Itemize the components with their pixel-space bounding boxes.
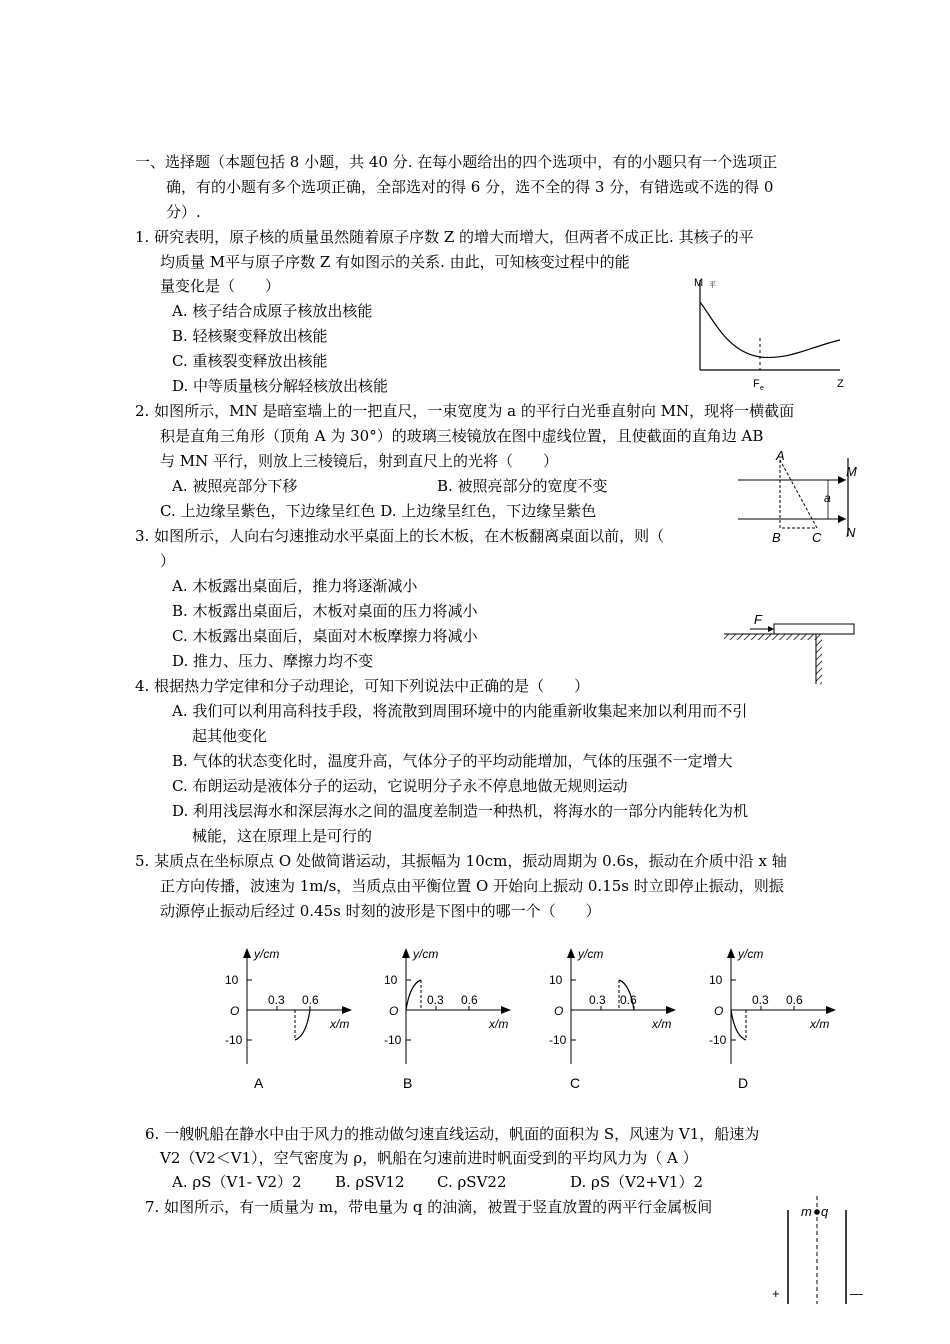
q5c-xlabel: x/m [652, 1017, 672, 1031]
q4-option-d-line-2: 械能，这在原理上是可行的 [192, 827, 373, 845]
q4-stem: 4. 根据热力学定律和分子动理论，可知下列说法中正确的是（ ） [135, 677, 590, 695]
q1-option-a: A. 核子结合成原子核放出核能 [172, 302, 373, 320]
q5a-xtick-1: 0.3 [268, 993, 285, 1007]
q6-option-a: A. ρS（V1- V2）2 [172, 1173, 302, 1191]
q1-y-axis-sub: 平 [709, 282, 716, 289]
q3-stem-line-2: ） [160, 552, 176, 570]
q5b-ylabel: y/cm [413, 947, 439, 961]
q5-stem-line-2: 正方向传播，波速为 1m/s，当质点由平衡位置 O 开始向上振动 0.15s 时立即停止振动，则振 [160, 877, 784, 895]
q3-stem-line-1: 3. 如图所示，人向右匀速推动水平桌面上的长木板，在木板翻离桌面以前，则（ [135, 527, 665, 545]
section-header-line-3: 分）. [166, 203, 201, 221]
q5-wave-graph-b [381, 944, 541, 1094]
q4-option-c: C. 布朗运动是液体分子的运动，它说明分子永不停息地做无规则运动 [172, 777, 628, 795]
q4-option-a-line-2: 起其他变化 [192, 727, 268, 745]
q3-board-on-table-diagram [722, 612, 862, 687]
q3-option-a: A. 木板露出桌面后，推力将逐渐减小 [172, 577, 418, 595]
q2-label-beam-width: a [824, 491, 831, 505]
q2-label-a-vertex: A [776, 448, 785, 463]
q5-stem-line-1: 5. 某质点在坐标原点 O 处做简谐运动，其振幅为 10cm，振动周期为 0.6s，振动在介质中沿 x 轴 [135, 852, 787, 870]
q1-x-axis-label: Z [837, 378, 844, 390]
q7-charge-label: q [821, 1204, 829, 1219]
q5b-ytick-pos: 10 [384, 973, 398, 987]
q2-option-cd: C. 上边缘呈紫色，下边缘呈红色 D. 上边缘呈红色，下边缘呈紫色 [160, 502, 597, 520]
section-header-line-2: 确，有的小题有多个选项正确，全部选对的得 6 分，选不全的得 3 分，有错选或不选的得 0 [166, 178, 774, 196]
q5a-origin: O [230, 1004, 240, 1018]
q2-label-m: M [846, 464, 857, 479]
q5d-xtick-1: 0.3 [752, 993, 769, 1007]
q5d-origin: O [714, 1004, 724, 1018]
q5a-xtick-2: 0.6 [302, 993, 319, 1007]
section-header-line-1: 一、选择题（本题包括 8 小题，共 40 分. 在每小题给出的四个选项中，有的小题只有一个选项正 [135, 153, 778, 171]
q5c-xtick-1: 0.3 [589, 993, 606, 1007]
q3-option-b: B. 木板露出桌面后，木板对桌面的压力将减小 [172, 602, 478, 620]
q5b-option-label: B [403, 1075, 413, 1091]
q5c-xtick-2: 0.6 [620, 993, 637, 1007]
q5a-ylabel: y/cm [254, 947, 280, 961]
q5b-xtick-1: 0.3 [427, 993, 444, 1007]
q5c-ytick-neg: -10 [549, 1033, 567, 1047]
q4-option-a-line-1: A. 我们可以利用高科技手段，将流散到周围环境中的内能重新收集起来加以利用而不引 [172, 702, 748, 720]
q1-fe-label: F [753, 378, 760, 390]
q5b-xtick-2: 0.6 [461, 993, 478, 1007]
q5c-option-label: C [570, 1075, 581, 1091]
q2-label-n: N [846, 525, 856, 540]
q4-option-b: B. 气体的状态变化时，温度升高，气体分子的平均动能增加，气体的压强不一定增大 [172, 752, 733, 770]
q5a-xlabel: x/m [330, 1017, 350, 1031]
q1-option-b: B. 轻核聚变释放出核能 [172, 327, 328, 345]
q4-option-d-line-1: D. 利用浅层海水和深层海水之间的温度差制造一种热机，将海水的一部分内能转化为机 [172, 802, 749, 820]
q5a-option-label: A [254, 1075, 264, 1091]
q1-option-c: C. 重核裂变释放出核能 [172, 352, 328, 370]
q5d-ylabel: y/cm [738, 947, 764, 961]
q3-force-label: F [754, 612, 762, 627]
q2-stem-line-2: 积是直角三角形（顶角 A 为 30°）的玻璃三棱镜放在图中虚线位置，且使截面的直角边 AB [160, 427, 764, 445]
q5-wave-graph-c [546, 944, 706, 1094]
q2-stem-line-1: 2. 如图所示，MN 是暗室墙上的一把直尺，一束宽度为 a 的平行白光垂直射向 MN，现将一横截面 [135, 402, 795, 420]
q6-option-d: D. ρS（V2+V1）2 [570, 1173, 703, 1191]
q5b-origin: O [389, 1004, 399, 1018]
q1-stem-line-1: 1. 研究表明，原子核的质量虽然随着原子序数 Z 的增大而增大，但两者不成正比. 其核子的平 [135, 228, 754, 246]
q5a-ytick-neg: -10 [225, 1033, 243, 1047]
q5b-ytick-neg: -10 [384, 1033, 402, 1047]
q5c-ylabel: y/cm [578, 947, 604, 961]
q6-option-b: B. ρSV12 [335, 1173, 405, 1191]
q5a-ytick-pos: 10 [225, 973, 239, 987]
q6-stem-line-2: V2（V2＜V1），空气密度为 ρ，帆船在匀速前进时帆面受到的平均风力为（ A ） [160, 1149, 698, 1167]
q5d-xlabel: x/m [810, 1017, 830, 1031]
q5d-option-label: D [738, 1075, 749, 1091]
q5b-xlabel: x/m [489, 1017, 509, 1031]
q2-option-b: B. 被照亮部分的宽度不变 [437, 477, 608, 495]
q7-mass-label: m [801, 1204, 812, 1219]
q7-minus-sign: — [850, 1286, 863, 1301]
q1-fe-sub: e [760, 385, 764, 392]
q5-wave-graph-d [706, 944, 866, 1094]
q5d-xtick-2: 0.6 [786, 993, 803, 1007]
q5c-ytick-pos: 10 [549, 973, 563, 987]
q2-stem-line-3: 与 MN 平行，则放上三棱镜后，射到直尺上的光将（ ） [160, 452, 559, 470]
q7-plus-sign: + [772, 1286, 780, 1301]
q6-option-c: C. ρSV22 [437, 1173, 507, 1191]
q5c-origin: O [554, 1004, 564, 1018]
q2-prism-diagram [736, 448, 876, 545]
q6-stem-line-1: 6. 一艘帆船在静水中由于风力的推动做匀速直线运动，帆面的面积为 S，风速为 V1，船速为 [145, 1125, 760, 1143]
q3-option-c: C. 木板露出桌面后，桌面对木板摩擦力将减小 [172, 627, 478, 645]
q1-option-d: D. 中等质量核分解轻核放出核能 [172, 377, 389, 395]
q3-option-d: D. 推力、压力、摩擦力均不变 [172, 652, 374, 670]
q5d-ytick-neg: -10 [709, 1033, 727, 1047]
q1-stem-line-3: 量变化是（ ） [160, 277, 281, 295]
q5d-ytick-pos: 10 [709, 973, 723, 987]
q2-label-b-vertex: B [772, 530, 781, 545]
q1-stem-line-2: 均质量 M平与原子序数 Z 有如图示的关系. 由此，可知核变过程中的能 [160, 253, 630, 271]
q1-y-axis-label: M [694, 277, 704, 289]
q5-wave-graph-a [222, 944, 382, 1094]
q7-stem: 7. 如图所示，有一质量为 m，带电量为 q 的油滴，被置于竖直放置的两平行金属板间 [145, 1198, 713, 1216]
q1-binding-energy-graph [690, 272, 870, 392]
q5-stem-line-3: 动源停止振动后经过 0.45s 时刻的波形是下图中的哪一个（ ） [160, 902, 601, 920]
q2-option-a: A. 被照亮部分下移 [172, 477, 298, 495]
q7-parallel-plates-diagram [768, 1194, 888, 1344]
q2-label-c-vertex: C [812, 530, 822, 545]
